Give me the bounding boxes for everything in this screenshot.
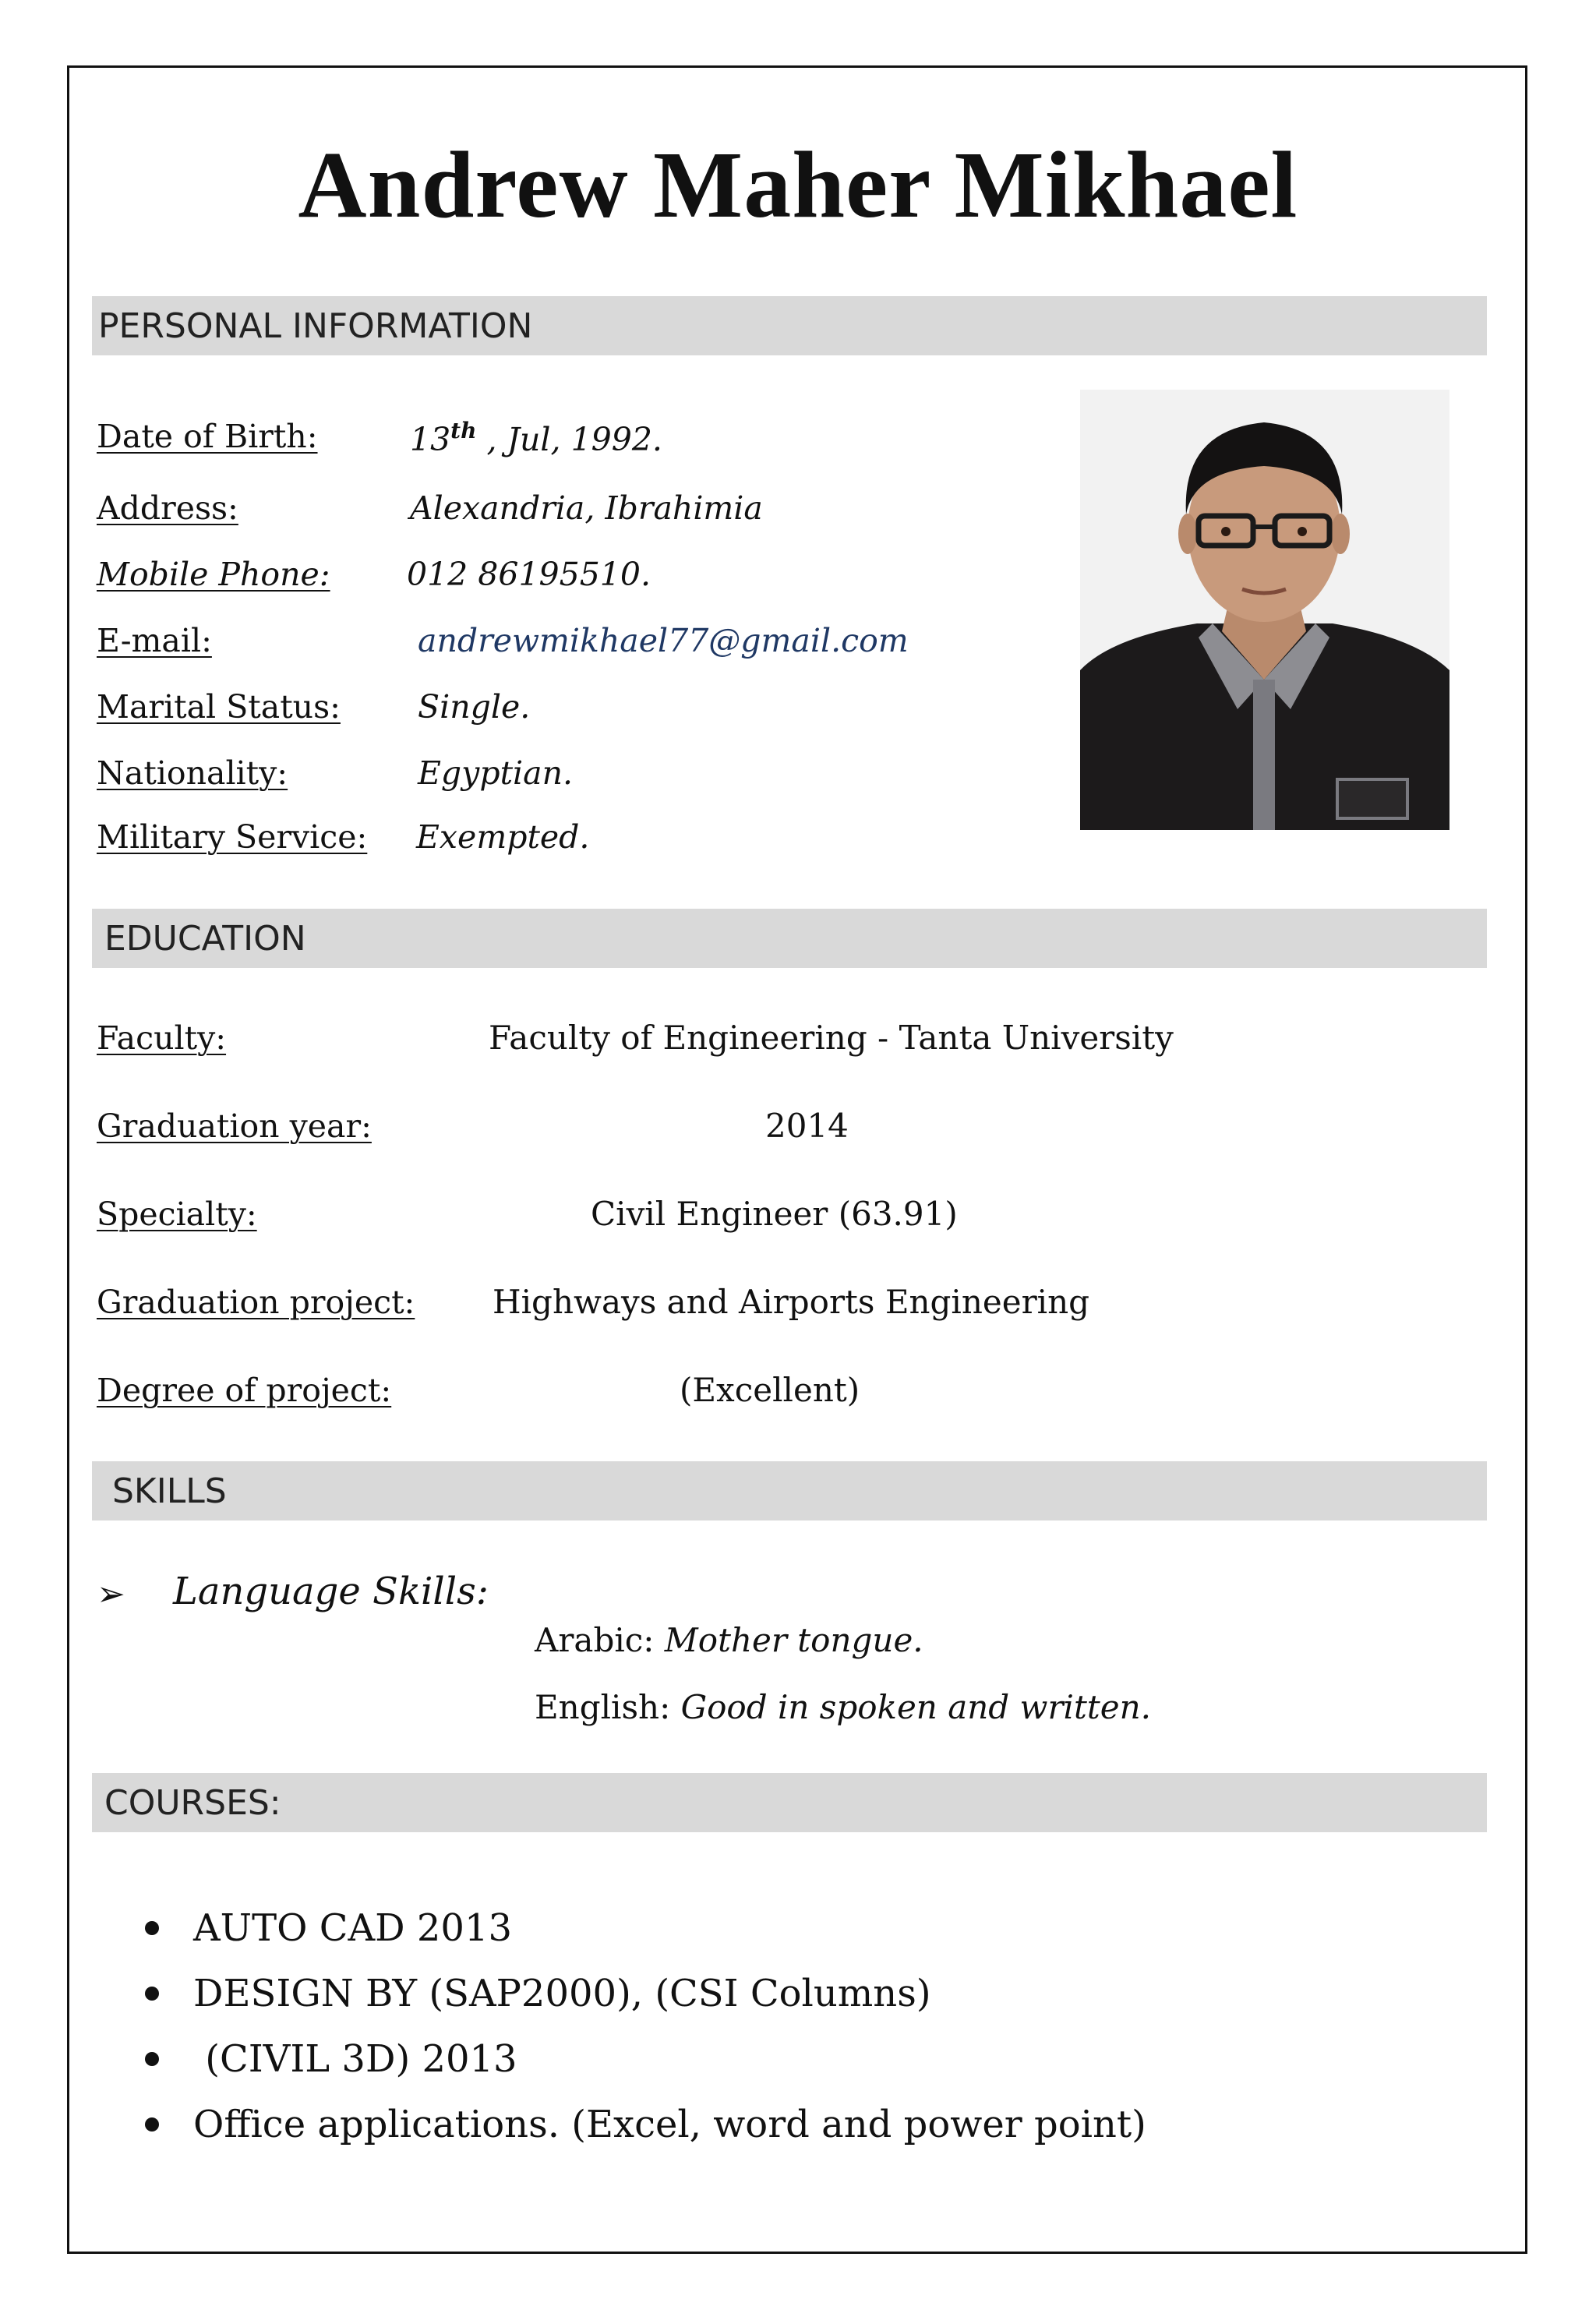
project-degree-value: (Excellent) (680, 1371, 860, 1409)
military-service-label: Military Service: (97, 818, 368, 856)
course-item: (CIVIL 3D) 2013 (145, 2026, 1146, 2092)
graduation-project-value: Highways and Airports Engineering (493, 1283, 1090, 1321)
marital-status-label: Marital Status: (97, 688, 341, 726)
dob-value: 13th , Jul, 1992. (410, 418, 662, 458)
faculty-value: Faculty of Engineering - Tanta University (489, 1019, 1174, 1057)
arrow-bullet-icon: ➢ (97, 1574, 125, 1614)
bullet-icon (145, 2052, 159, 2066)
mobile-label: Mobile Phone: (97, 556, 330, 593)
language-english: English: Good in spoken and written. (535, 1688, 1151, 1726)
military-service-value: Exempted. (416, 818, 590, 856)
candidate-name: Andrew Maher Mikhael (298, 132, 1298, 238)
profile-photo (1080, 390, 1449, 830)
bullet-icon (145, 2117, 159, 2132)
section-title: SKILLS (112, 1471, 227, 1511)
bullet-icon (145, 1921, 159, 1935)
mobile-value: 012 86195510. (407, 556, 651, 593)
address-value: Alexandria, Ibrahimia (410, 489, 763, 527)
courses-list (145, 1895, 1146, 2157)
graduation-project-label: Graduation project: (97, 1284, 415, 1321)
language-skills-heading: Language Skills: (173, 1570, 489, 1613)
bullet-icon (145, 1987, 159, 2001)
nationality-label: Nationality: (97, 754, 288, 792)
project-degree-label: Degree of project: (97, 1372, 392, 1409)
specialty-label: Specialty: (97, 1196, 257, 1233)
specialty-value: Civil Engineer (63.91) (591, 1195, 958, 1233)
section-courses (92, 1773, 1487, 1832)
graduation-year-label: Graduation year: (97, 1107, 372, 1145)
section-title: PERSONAL INFORMATION (98, 306, 533, 346)
section-title: EDUCATION (104, 919, 306, 959)
section-title: COURSES: (104, 1783, 281, 1823)
nationality-value: Egyptian. (418, 754, 574, 792)
section-education (92, 909, 1487, 968)
address-label: Address: (97, 489, 238, 527)
email-link[interactable]: andrewmikhael77@gmail.com (418, 622, 909, 659)
email-label: E-mail: (97, 622, 212, 659)
course-item: AUTO CAD 2013 (145, 1895, 1146, 1961)
language-arabic: Arabic: Mother tongue. (535, 1621, 923, 1659)
marital-status-value: Single. (418, 688, 531, 726)
faculty-label: Faculty: (97, 1019, 227, 1057)
course-item: Office applications. (Excel, word and power point) (145, 2092, 1146, 2157)
course-item: DESIGN BY (SAP2000), (CSI Columns) (145, 1961, 1146, 2026)
dob-label: Date of Birth: (97, 418, 318, 455)
section-skills (92, 1461, 1487, 1520)
section-personal-information (92, 296, 1487, 355)
graduation-year-value: 2014 (765, 1107, 849, 1145)
